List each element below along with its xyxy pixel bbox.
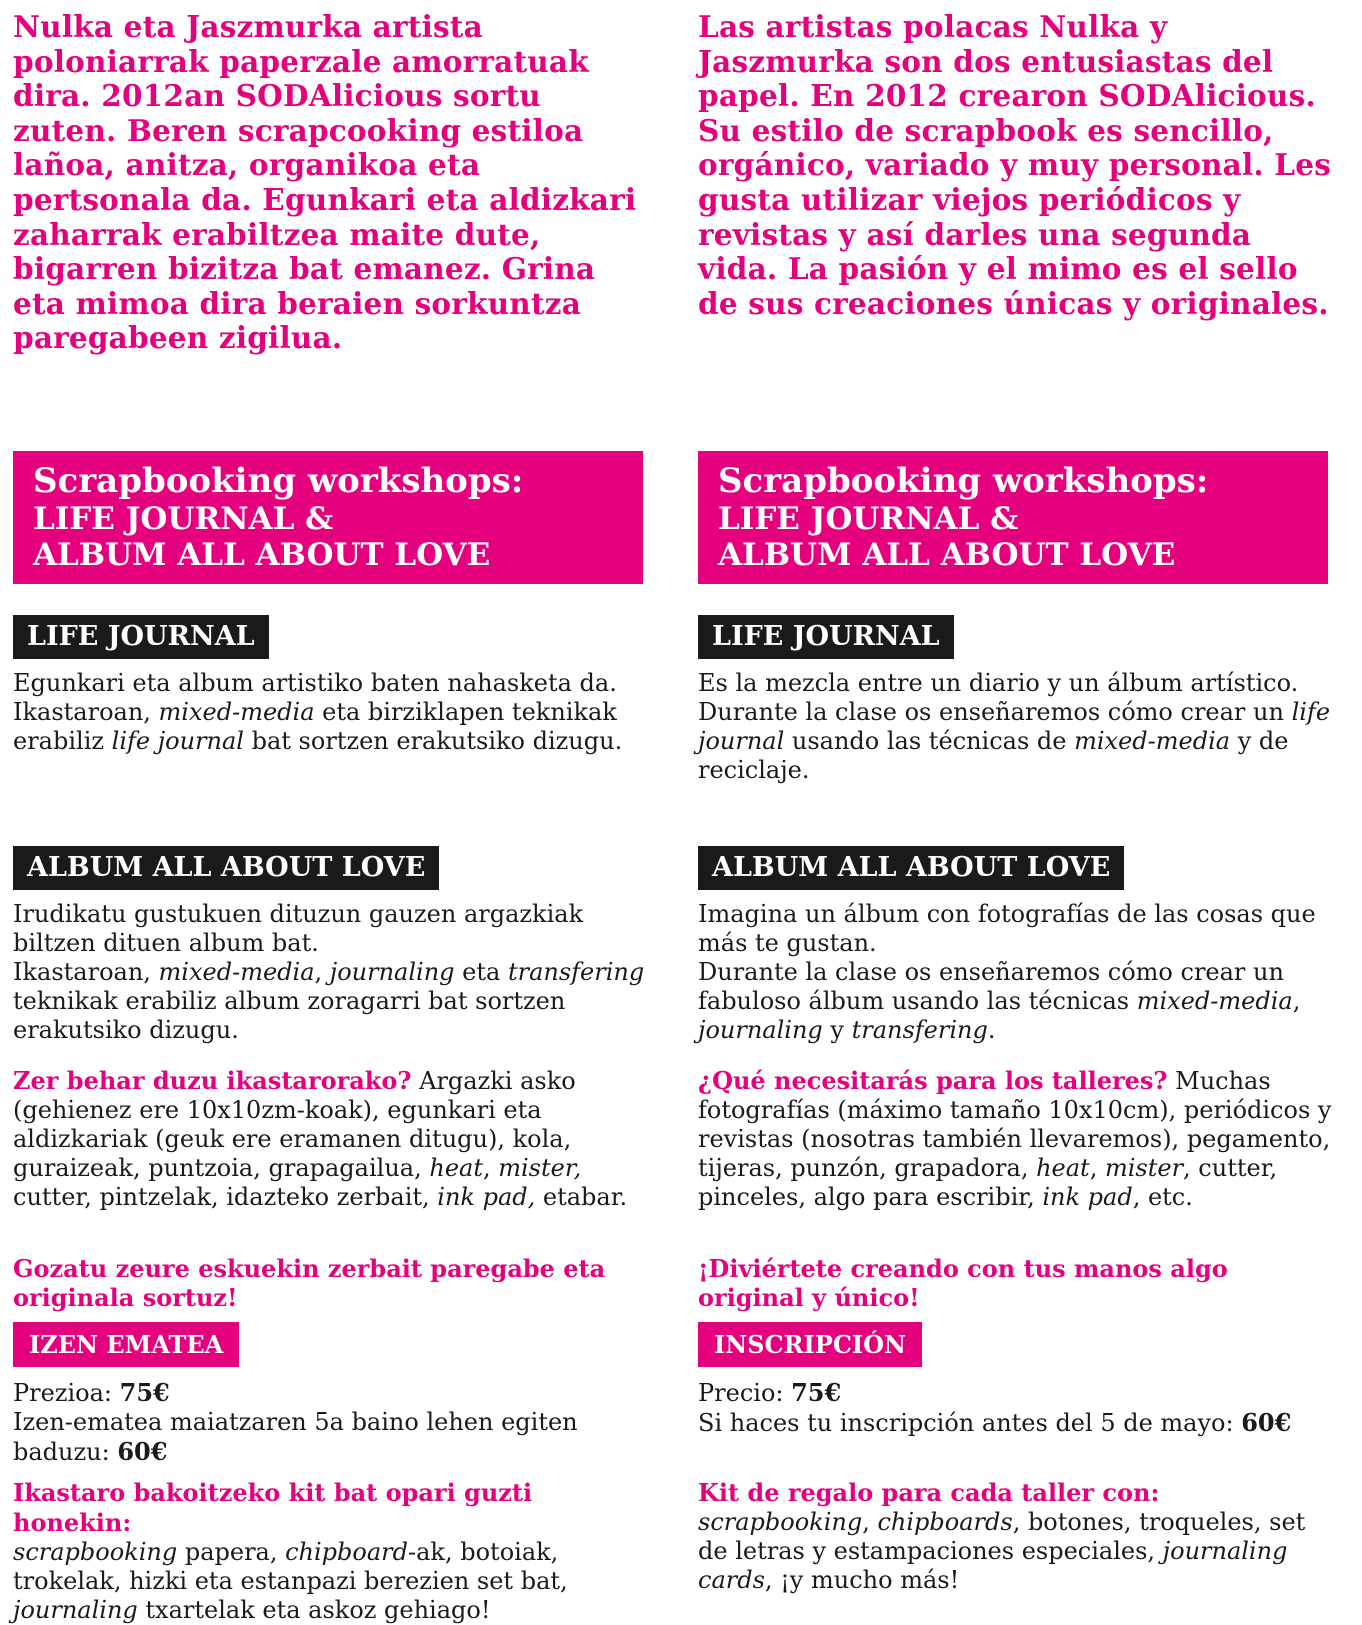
love-album-text: Imagina un álbum con fotografías de las cosas que más te gustan. Durante la clase os enseñaremos cómo crear un fabuloso álbum usando las técnicas mixed-media, journaling y transfering. xyxy=(698,900,1316,1044)
love-album-heading: ALBUM ALL ABOUT LOVE xyxy=(13,846,439,890)
intro-text: Nulka eta Jaszmurka artista poloniarrak paperzale amorratuak dira. 2012an SODAlicious sortu zuten. Beren scrapcooking estiloa lañoa, anitza, organikoa eta pertsonala da. Egunkari eta aldizkari zaharrak erabiltzea maite dute, bigarren bizitza bat emanez. Grina eta mimoa dira beraien sorkuntza paregabeen zigilua. xyxy=(13,9,637,356)
needs-text: Zer behar duzu ikastarorako? Argazki asko (gehienez ere 10x10zm-koak), egunkari eta aldizkariak (geuk ere eramanen ditugu), kola, guraizeak, puntzoia, grapagailua, heat, mister, cutter, pintzelak, idazteko zerbait, ink pad, etabar. xyxy=(13,1066,628,1211)
life-journal-text: Egunkari eta album artistiko baten nahasketa da. Ikastaroan, mixed-media eta birziklapen teknikak erabiliz life journal bat sortzen erakutsiko dizugu. xyxy=(13,669,623,755)
banner-line-3: ALBUM ALL ABOUT LOVE xyxy=(33,537,491,573)
life-journal-text: Es la mezcla entre un diario y un álbum artístico. Durante la clase os enseñaremos cómo crear un life journal usando las técnicas de mixed-media y de reciclaje. xyxy=(698,669,1331,784)
banner-line-2: LIFE JOURNAL & xyxy=(33,501,334,537)
needs-text: ¿Qué necesitarás para los talleres? Muchas fotografías (máximo tamaño 10x10cm), periódicos y revistas (nosotras también llevaremos), pegamento, tijeras, punzón, grapadora, heat, mister, cutter, pinceles, algo para escribir, ink pad, etc. xyxy=(698,1066,1332,1211)
spanish-column xyxy=(698,0,1338,1600)
enjoy-callout: Gozatu zeure eskuekin zerbait paregabe eta originala sortuz! xyxy=(13,1254,606,1312)
workshops-banner xyxy=(698,451,1328,584)
life-journal-heading: LIFE JOURNAL xyxy=(13,615,269,659)
registration-heading: INSCRIPCIÓN xyxy=(698,1322,922,1367)
registration-heading: IZEN EMATEA xyxy=(13,1322,239,1367)
love-album-text: Irudikatu gustukuen dituzun gauzen argazkiak biltzen dituen album bat. Ikastaroan, mixed-media, journaling eta transfering teknikak erabiliz album zoragarri bat sortzen erakutsiko dizugu. xyxy=(13,900,645,1044)
life-journal-heading: LIFE JOURNAL xyxy=(698,615,954,659)
banner-line-3: ALBUM ALL ABOUT LOVE xyxy=(718,537,1176,573)
price-text: Precio: 75€ Si haces tu inscripción antes del 5 de mayo: 60€ xyxy=(698,1378,1292,1437)
banner-line-1: Scrapbooking workshops: xyxy=(33,461,524,501)
price-text: Prezioa: 75€ Izen-ematea maiatzaren 5a baino lehen egiten baduzu: 60€ xyxy=(13,1378,578,1466)
banner-line-2: LIFE JOURNAL & xyxy=(718,501,1019,537)
kit-text: Ikastaro bakoitzeko kit bat opari guzti honekin: scrapbooking papera, chipboard-ak, botoiak, trokelak, hizki eta estanpazi berezien set bat, journaling txartelak eta askoz gehiago! xyxy=(13,1478,568,1624)
enjoy-callout: ¡Diviértete creando con tus manos algo original y único! xyxy=(698,1254,1228,1312)
kit-text: Kit de regalo para cada taller con: scrapbooking, chipboards, botones, troqueles, set de letras y estampaciones especiales, journaling cards, ¡y mucho más! xyxy=(698,1478,1306,1594)
love-album-heading: ALBUM ALL ABOUT LOVE xyxy=(698,846,1124,890)
intro-text: Las artistas polacas Nulka y Jaszmurka son dos entusiastas del papel. En 2012 crearon SODAlicious. Su estilo de scrapbook es sencillo, orgánico, variado y muy personal. Les gusta utilizar viejos periódicos y revistas y así darles una segunda vida. La pasión y el mimo es el sello de sus creaciones únicas y originales. xyxy=(698,9,1332,321)
basque-column xyxy=(13,0,653,1624)
workshops-banner xyxy=(13,451,643,584)
banner-line-1: Scrapbooking workshops: xyxy=(718,461,1209,501)
